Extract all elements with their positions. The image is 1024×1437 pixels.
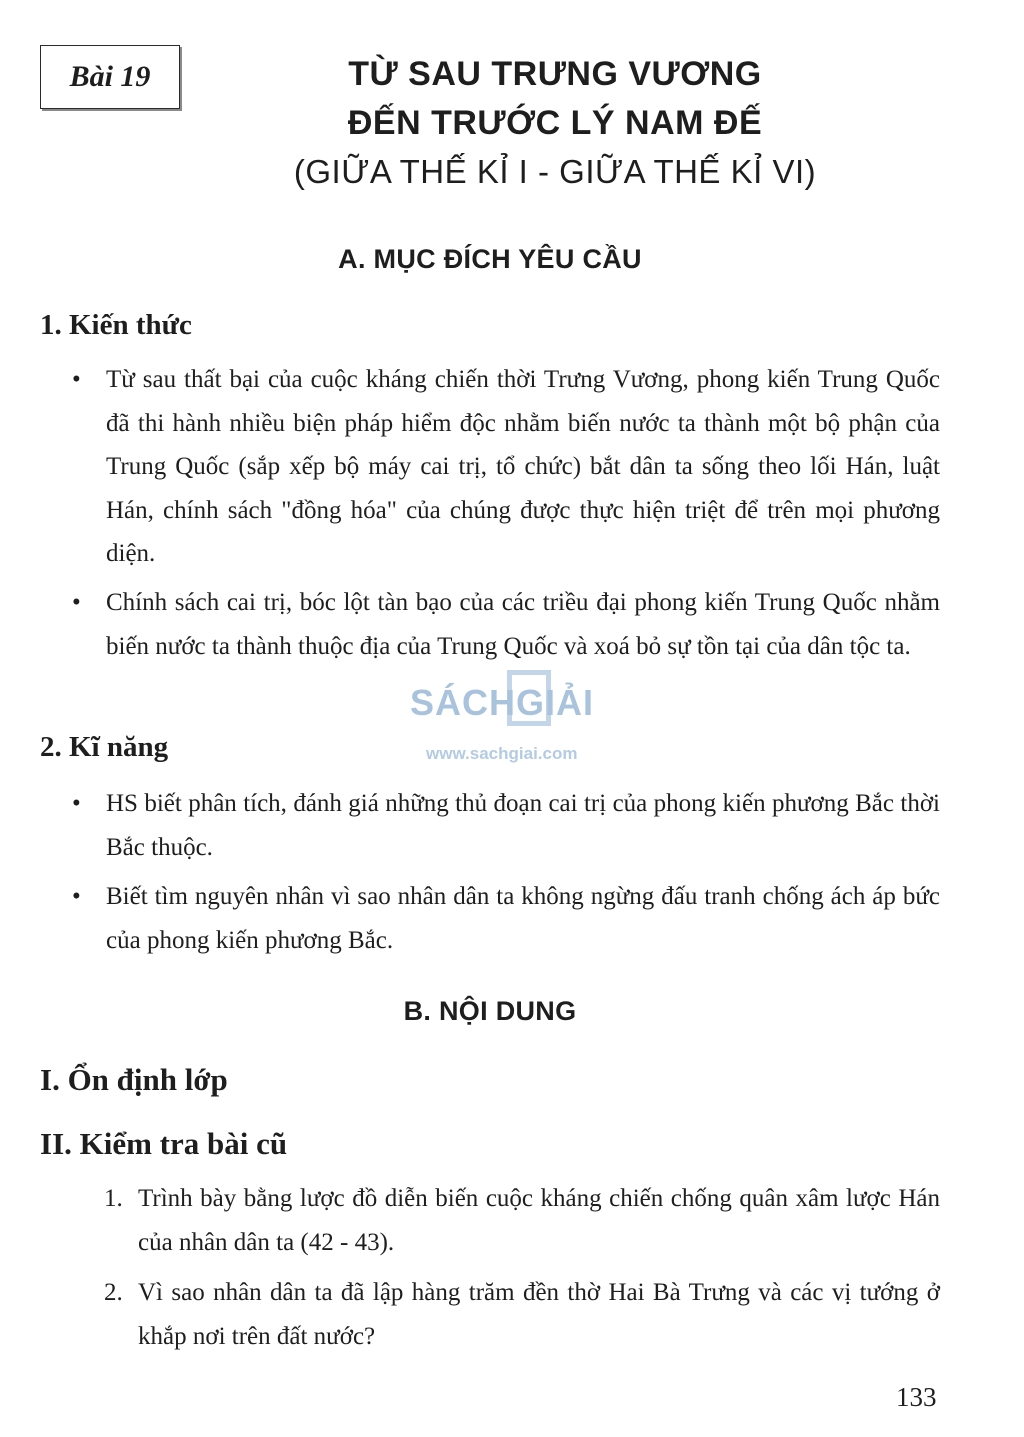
bullet-marker: •	[72, 366, 81, 393]
page-number: 133	[896, 1382, 937, 1412]
bullet-text: Biết tìm nguyên nhân vì sao nhân dân ta không ngừng đấu tranh chống ách áp bức của phong kiến phương Bắc.	[106, 883, 940, 954]
watermark-logo	[410, 668, 620, 768]
skills-bullet-2	[60, 875, 940, 962]
bullet-text: Chính sách cai trị, bóc lột tàn bạo của các triều đại phong kiến Trung Quốc nhằm biến nước ta thành thuộc địa của Trung Quốc và xoá bỏ sự tồn tại của dân tộc ta.	[106, 589, 940, 660]
skills-bullet-1	[60, 782, 940, 869]
question-number: 1.	[104, 1185, 123, 1212]
bullet-marker: •	[72, 883, 81, 910]
bullet-text: Từ sau thất bại của cuộc kháng chiến thời Trưng Vương, phong kiến Trung Quốc đã thi hành nhiều biện pháp hiểm độc nhằm biến nước ta thành một bộ phận của Trung Quốc (sắp xếp bộ máy cai trị, tổ chức) bắt dân ta sống theo lối Hán, luật Hán, chính sách "đồng hóa" của chúng được thực hiện triệt để trên mọi phương diện.	[106, 366, 940, 567]
question-text: Vì sao nhân dân ta đã lập hàng trăm đền thờ Hai Bà Trưng và các vị tướng ở khắp nơi trên đất nước?	[138, 1279, 940, 1350]
watermark-url: www.sachgiai.com	[426, 744, 578, 763]
bullet-text: HS biết phân tích, đánh giá những thủ đoạn cai trị của phong kiến phương Bắc thời Bắc thuộc.	[106, 790, 940, 861]
title-line-3: (GIỮA THẾ KỈ I - GIỮA THẾ KỈ VI)	[293, 153, 817, 190]
watermark-brand: SÁCHGIẢI	[410, 682, 595, 723]
section-b-heading: B. NỘI DUNG	[403, 996, 577, 1026]
stabilize-class-heading: I. Ổn định lớp	[40, 1062, 228, 1097]
title-line-1: TỪ SAU TRƯNG VƯƠNG	[348, 55, 762, 93]
knowledge-heading: 1. Kiến thức	[40, 309, 192, 341]
review-question-1	[60, 1177, 940, 1264]
bullet-marker: •	[72, 589, 81, 616]
title-line-2: ĐẾN TRƯỚC LÝ NAM ĐẾ	[347, 104, 763, 142]
section-a-heading: A. MỤC ĐÍCH YÊU CẦU	[338, 244, 642, 274]
knowledge-bullet-1	[60, 358, 940, 576]
question-text: Trình bày bằng lược đồ diễn biến cuộc kháng chiến chống quân xâm lược Hán của nhân dân ta (42 - 43).	[138, 1185, 940, 1256]
question-number: 2.	[104, 1279, 123, 1306]
bullet-marker: •	[72, 790, 81, 817]
review-question-2	[60, 1271, 940, 1358]
lesson-label: Bài 19	[40, 45, 180, 109]
review-heading: II. Kiểm tra bài cũ	[40, 1126, 288, 1161]
skills-heading: 2. Kĩ năng	[40, 731, 169, 763]
knowledge-bullet-2	[60, 581, 940, 668]
